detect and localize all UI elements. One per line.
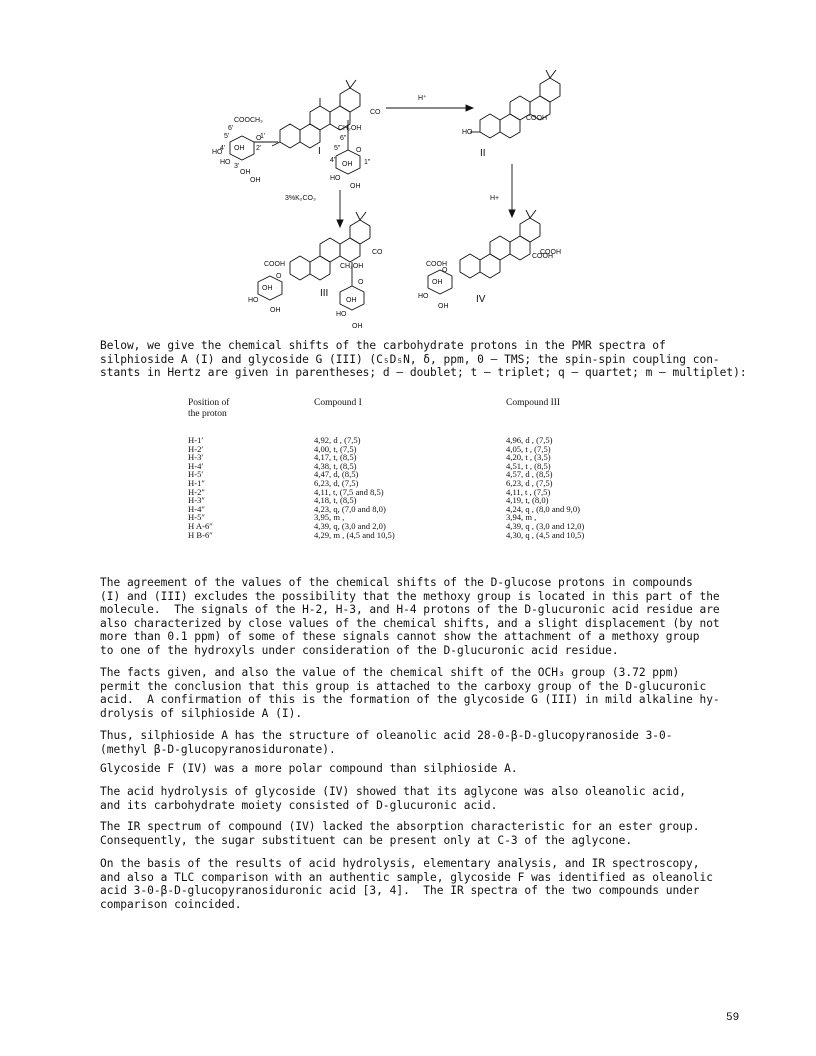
group-label: 4" (330, 157, 337, 164)
group-label: CO (372, 249, 383, 256)
table-row: H-3″ 4,18, t, (8,5) 4,19, t, (8,0) (188, 495, 549, 506)
reagent-label: 3%K₂CO₃ (285, 195, 316, 202)
group-label: OH (234, 145, 245, 152)
table-row: H-3′ 4,17, t, (8,5) 4,20, t , (3,5) (188, 452, 551, 463)
group-label: HO (248, 297, 259, 304)
group-label: HO (336, 311, 347, 318)
group-label: COOH (426, 261, 447, 268)
text-line: acid. A confirmation of this is the formation of the glycoside G (III) in mild alkaline hy- (100, 693, 720, 707)
group-label: 6' (228, 125, 234, 132)
text-line: comparison coincided. (100, 897, 242, 911)
compound-label: II (480, 148, 486, 159)
table-row: H-1′ 4,92, d , (7,5) 4,96, d , (7,5) (188, 435, 553, 445)
group-label: OH (350, 183, 361, 190)
group-label: HO (462, 129, 473, 136)
text-line: and also a TLC comparison with an authentic sample, glycoside F was identified as oleanolic (100, 870, 713, 884)
group-label: OH (346, 297, 357, 304)
group-label: 5" (334, 145, 341, 152)
text-line: The agreement of the values of the chemical shifts of the D-glucose protons in compounds (100, 576, 693, 589)
text-line: stants in Hertz are given in parentheses; d — doublet; t — triplet; q — quartet; m — multiplet): (100, 366, 747, 380)
group-label: 5' (224, 133, 230, 140)
intro-paragraph (100, 339, 747, 380)
compound-label: IV (476, 294, 486, 305)
text-line: (methyl β-D-glucopyranosiduronate). (100, 742, 336, 756)
group-label: COOH (532, 253, 553, 260)
text-line: silphioside A (I) and glycoside G (III) (C₅D₅N, δ, ppm, 0 — TMS; the spin-spin coupling con- (100, 352, 720, 366)
table-row: H-4′ 4,38, t, (8,5) 4,51, t , (8,5) (188, 460, 551, 471)
group-label: HO (220, 159, 231, 166)
reaction-scheme (190, 70, 620, 332)
text-line: (I) and (III) excludes the possibility that the methoxy group is located in this part of the (100, 589, 720, 603)
header-compound-iii: Compound III (506, 398, 561, 408)
body-paragraph-3 (100, 729, 740, 756)
group-label: OH (270, 307, 281, 314)
group-label: CO (370, 109, 381, 116)
compound-iv-structure (460, 210, 540, 278)
group-label: OH (352, 323, 363, 330)
table-row: H-2″ 4,11, t, (7,5 and 8,5) 4,11, t , (7,5) (188, 486, 551, 497)
table-row: H-5′ 4,47, d, (8,5) 4,57, d , (8,5) (188, 469, 553, 480)
group-label: O (256, 135, 262, 142)
text-line: Thus, silphioside A has the structure of oleanolic acid 28-0-β-D-glucopyranoside 3-0- (100, 729, 673, 742)
group-label: COOCH₃ (234, 117, 263, 124)
group-label: OH (240, 169, 251, 176)
reagent-label: H⁺ (418, 95, 427, 102)
text-line: also characterized by close values of the chemical shifts, and a slight displacement (by not (100, 616, 720, 630)
group-label: CH₂OH (340, 263, 364, 270)
group-label: 1" (364, 159, 371, 166)
table-row: H-4″ 4,23, q, (7,0 and 8,0) 4,24, q , (8,0 and 9,0) (188, 503, 580, 514)
group-label: 1' (260, 133, 266, 140)
text-line: Below, we give the chemical shifts of the carbohydrate protons in the PMR spectra of (100, 339, 666, 352)
header-position: Position of the proton (188, 398, 230, 419)
group-label: 2' (256, 145, 262, 152)
group-label: COOH (526, 115, 547, 122)
text-line: permit the conclusion that this group is attached to the carboxy group of the D-glucuronic (100, 679, 707, 693)
group-label: HO (212, 149, 223, 156)
group-label: O (276, 273, 282, 280)
table-header (188, 398, 608, 436)
text-line: molecule. The signals of the H-2, H-3, and H-4 protons of the D-glucuronic acid residue are (100, 603, 720, 617)
table-row: H-2′ 4,00, t, (7,5) 4,05, t , (7,5) (188, 443, 551, 454)
page-number: 59 (726, 1012, 740, 1024)
text-line: Glycoside F (IV) was a more polar compound than silphioside A. (100, 762, 518, 775)
body-paragraph-4 (100, 762, 740, 776)
text-line: The facts given, and also the value of the chemical shift of the OCH₃ group (3.72 ppm) (100, 666, 680, 679)
group-label: HO (330, 175, 341, 182)
group-label: COOH (540, 249, 561, 256)
group-label: 6" (340, 135, 347, 142)
group-label: 3' (234, 163, 240, 170)
compound-ii-structure (470, 70, 560, 138)
table-row: H-5″ 3,95, m , 3,94, m , (188, 512, 537, 523)
group-label: OH (262, 285, 273, 292)
text-line: drolysis of silphioside A (I). (100, 706, 303, 720)
body-paragraph-7 (100, 857, 740, 911)
pmr-shift-table (188, 398, 608, 539)
group-label: OH (342, 161, 353, 168)
group-label: OH (438, 303, 449, 310)
text-line: acid 3-0-β-D-glucopyranosiduronic acid [3, 4]. The IR spectra of the two compounds under (100, 884, 700, 898)
header-compound-i: Compound I (314, 398, 362, 408)
reagent-label: H+ (490, 195, 500, 202)
group-label: CH₂OH (338, 125, 362, 132)
group-label: OH (432, 279, 443, 286)
text-line: On the basis of the results of acid hydrolysis, elementary analysis, and IR spectroscopy, (100, 857, 700, 870)
group-label: O (358, 279, 364, 286)
text-line: The IR spectrum of compound (IV) lacked the absorption characteristic for an ester group. (100, 820, 700, 833)
compound-label: III (320, 288, 329, 299)
group-label: O (356, 147, 362, 154)
group-label: HO (418, 293, 429, 300)
text-line: The acid hydrolysis of glycoside (IV) showed that its aglycone was also oleanolic acid, (100, 785, 686, 798)
body-paragraph-2 (100, 666, 740, 720)
table-row: H A-6″ 4,39, q, (3,0 and 2,0) 4,39, q , (3,0 and 12,0) (188, 520, 585, 531)
group-label: COOH (264, 261, 285, 268)
text-line: to one of the hydroxyls under consideration of the D-glucuronic acid residue. (100, 643, 619, 657)
group-label: 4' (220, 145, 226, 152)
compound-label: I (318, 146, 321, 157)
table-row: H B-6″ 4,29, m , (4,5 and 10,5) 4,30, q , (4,5 and 10,5) (188, 529, 585, 540)
group-label: O (442, 267, 448, 274)
group-label: OH (250, 177, 261, 184)
body-paragraph-5 (100, 785, 740, 812)
text-line: and its carbohydrate moiety consisted of D-glucuronic acid. (100, 798, 498, 812)
text-line: more than 0.1 ppm) of some of these signals cannot show the attachment of a methoxy group (100, 630, 700, 644)
table-row: H-1″ 6,23, d, (7,5) 6,23, d , (7,5) (188, 477, 553, 488)
body-paragraph-1 (100, 576, 740, 658)
body-paragraph-6 (100, 820, 740, 847)
text-line: Consequently, the sugar substituent can be present only at C-3 of the aglycone. (100, 833, 633, 847)
compound-i-structure (272, 80, 360, 148)
